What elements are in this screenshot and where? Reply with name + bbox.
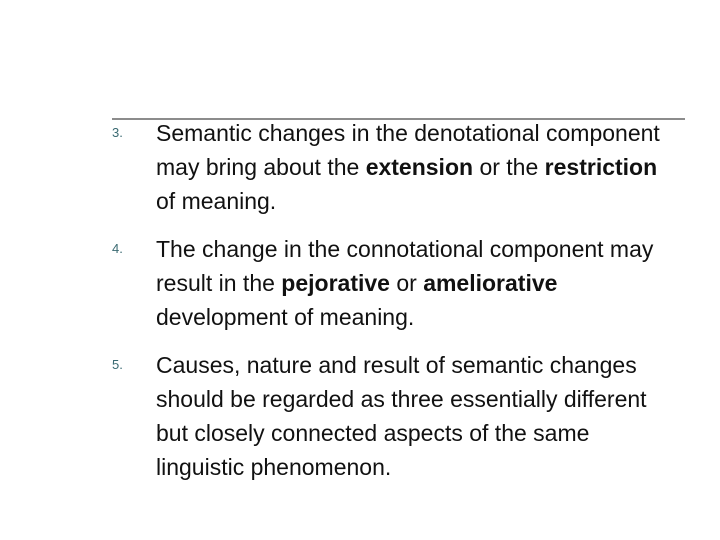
item-text xyxy=(156,116,682,218)
bold-term-restriction: restriction xyxy=(544,154,658,180)
text-run: or the xyxy=(473,154,545,180)
item-number: 4. xyxy=(112,241,123,256)
bold-term-pejorative: pejorative xyxy=(281,270,390,296)
text-run: The change in the connotational component may result in the xyxy=(156,236,654,296)
text-run: of meaning. xyxy=(156,188,277,214)
bullet-list xyxy=(112,116,682,498)
text-run: Semantic changes in the denotational component may bring about the xyxy=(156,120,660,180)
item-text xyxy=(156,348,682,484)
bold-term-extension: extension xyxy=(365,154,474,180)
list-item xyxy=(112,348,682,484)
item-number: 3. xyxy=(112,125,123,140)
bold-term-ameliorative: ameliorative xyxy=(423,270,558,296)
text-run: Causes, nature and result of semantic changes should be regarded as three essentially different but closely connected aspects of the same linguistic phenomenon. xyxy=(156,352,647,480)
text-run: development of meaning. xyxy=(156,304,415,330)
list-item xyxy=(112,232,682,334)
text-run: or xyxy=(389,270,424,296)
list-item xyxy=(112,116,682,218)
item-text xyxy=(156,232,682,334)
item-number: 5. xyxy=(112,357,123,372)
